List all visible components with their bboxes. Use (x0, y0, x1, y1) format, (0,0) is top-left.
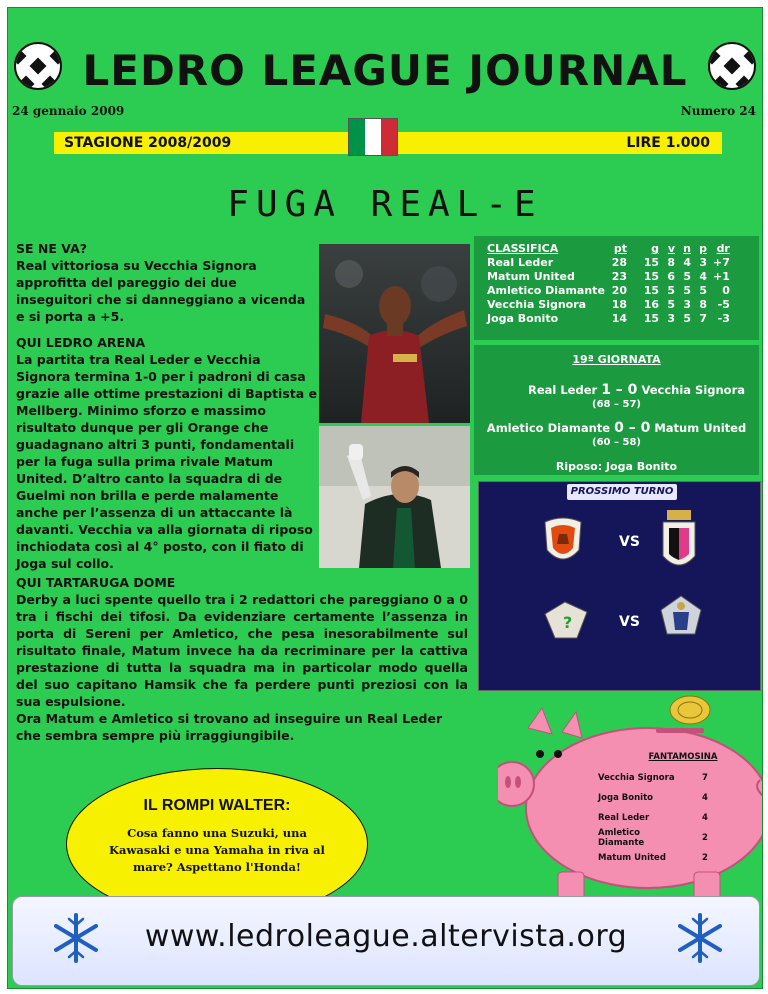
match-score: 1 – 0 (601, 382, 638, 398)
stat-cell: 3 (667, 312, 675, 325)
team-name: Amletico Diamante (598, 828, 645, 848)
table-row (484, 256, 733, 270)
stat-cell: 15 (643, 256, 659, 269)
score-cell: 2 (702, 833, 708, 843)
match-result (474, 420, 759, 436)
next-round-title: PROSSIMO TURNO (567, 484, 677, 500)
match-result (514, 382, 759, 398)
joke-title: IL ROMPI WALTER: (143, 797, 291, 814)
footer-banner (12, 896, 760, 986)
table-row (598, 788, 708, 808)
match-score: 0 – 0 (614, 420, 651, 436)
standings-title: CLASSIFICA (487, 242, 559, 255)
table-row (484, 298, 733, 312)
score-cell: 4 (702, 813, 708, 823)
table-row (598, 828, 708, 848)
stat-cell: +7 (713, 256, 730, 269)
stat-cell: 15 (643, 270, 659, 283)
issue-date: 24 gennaio 2009 (12, 104, 125, 118)
snowflake-icon (673, 911, 727, 965)
stat-cell: 23 (611, 270, 627, 283)
team-name: Real Leder (487, 256, 554, 269)
season-label: STAGIONE 2008/2009 (64, 135, 232, 151)
table-row (598, 848, 708, 868)
stat-cell: 18 (611, 298, 627, 311)
stat-cell: -5 (717, 298, 730, 311)
team-name: Matum United (598, 853, 666, 863)
col-header: v (667, 242, 675, 255)
section-body: Derby a luci spente quello tra i 2 redattori che pareggiano 0 a 0 tra i fischi dei tifosi. Da evidenziare certamente l’assenza in porta di Sereni per Amletico, che pesa inesorabilmente sul risultato finale, Matum invece ha da recriminare per la cattiva prestazione di tutta la squadra ma in particolar modo quella del suo capitano Hamsik che fa perdere punti preziosi con la sua espulsione. (16, 592, 468, 709)
stat-cell: 4 (683, 256, 691, 269)
next-round-panel (478, 481, 761, 691)
stat-cell: 20 (611, 284, 627, 297)
stat-cell: 28 (611, 256, 627, 269)
table-row (598, 808, 708, 828)
match-points: (60 – 58) (592, 437, 641, 448)
website-url[interactable]: www.ledroleague.altervista.org (144, 919, 628, 954)
match-points: (68 – 57) (592, 399, 641, 410)
stat-cell: +1 (713, 270, 730, 283)
team-crest-icon (655, 592, 707, 642)
standings-table (474, 236, 759, 340)
matchday-title: 19ª GIORNATA (572, 353, 661, 366)
table-row (484, 284, 733, 298)
fantamosina-table (598, 752, 728, 868)
italian-flag-icon (348, 118, 398, 156)
headline: FUGA REAL-E (227, 184, 543, 225)
team-name: Vecchia Signora (487, 298, 587, 311)
bye-team: Riposo: Joga Bonito (555, 460, 678, 473)
versus-label: VS (619, 534, 640, 550)
team-name: Amletico Diamante (487, 284, 605, 297)
stat-cell: 8 (699, 298, 707, 311)
stat-cell: 16 (643, 298, 659, 311)
section-body: La partita tra Real Leder e Vecchia Signora termina 1-0 per i padroni di casa grazie alle ottime prestazioni di Baptista e Mellberg. Minimo sforzo e massimo risultato dunque per gli Orange che guadagnano altri 3 punti, fondamentali per la fuga sulla prima rivale Matum United. D’altro canto la squadra di de Guelmi non brilla e perde malamente anche per l’assenza di un attaccante là davanti. Vecchia va alla giornata di riposo inchiodata così al 4° posto, con il fiato di Joga sul collo. (16, 352, 318, 571)
col-header: dr (716, 242, 730, 255)
stat-cell: 3 (683, 298, 691, 311)
team-name: Matum United (487, 270, 575, 283)
table-row (484, 270, 733, 284)
svg-text:?: ? (563, 613, 573, 632)
article-tartaruga-dome (16, 574, 468, 744)
stat-cell: 15 (643, 312, 659, 325)
stat-cell: 5 (699, 284, 707, 297)
home-team: Amletico Diamante (486, 421, 611, 435)
section-body: Ora Matum e Amletico si trovano ad inseguire un Real Leder che sembra sempre più irraggiungibile. (16, 711, 443, 743)
article-ledro-arena (16, 334, 319, 572)
stat-cell: 7 (699, 312, 707, 325)
team-crest-icon (541, 598, 591, 642)
stat-cell: 8 (667, 256, 675, 269)
stat-cell: 4 (699, 270, 707, 283)
stat-cell: 5 (667, 298, 675, 311)
col-header: p (699, 242, 707, 255)
stat-cell: 5 (667, 284, 675, 297)
away-team: Vecchia Signora (641, 383, 746, 397)
versus-label: VS (619, 614, 640, 630)
fantamosina-title: FANTAMOSINA (648, 752, 718, 762)
article-se-ne-va (16, 240, 316, 325)
stat-cell: 5 (683, 284, 691, 297)
team-name: Real Leder (598, 813, 650, 823)
team-crest-icon (541, 516, 585, 568)
journal-page (7, 7, 763, 989)
col-header: n (683, 242, 691, 255)
section-title: QUI LEDRO ARENA (16, 335, 146, 350)
section-title: QUI TARTARUGA DOME (16, 575, 176, 590)
score-cell: 2 (702, 853, 708, 863)
stat-cell: 3 (699, 256, 707, 269)
stat-cell: 5 (683, 270, 691, 283)
player-photo-celebration (319, 244, 470, 423)
joke-body: Cosa fanno una Suzuki, una Kawasaki e una Yamaha in riva al mare? Aspettano l'Honda! (109, 826, 325, 874)
section-title: SE NE VA? (16, 241, 87, 256)
stat-cell: 14 (611, 312, 627, 325)
stat-cell: 5 (683, 312, 691, 325)
stat-cell: 6 (667, 270, 675, 283)
score-cell: 7 (702, 773, 708, 783)
score-cell: 4 (702, 793, 708, 803)
col-header: g (651, 242, 659, 255)
price-label: LIRE 1.000 (626, 135, 710, 151)
soccer-ball-icon (708, 42, 756, 90)
stat-cell: -3 (717, 312, 730, 325)
section-body: Real vittoriosa su Vecchia Signora approfitta del pareggio dei due inseguitori che si danneggiano a vicenda e si porta a +5. (16, 258, 306, 324)
player-photo-goalkeeper (319, 426, 470, 568)
away-team: Matum United (654, 421, 747, 435)
team-name: Joga Bonito (598, 793, 653, 803)
matchday-results (474, 345, 759, 475)
table-row (598, 768, 708, 788)
home-team: Real Leder (527, 383, 598, 397)
team-crest-icon (659, 508, 699, 574)
team-name: Joga Bonito (487, 312, 559, 325)
stat-cell: 0 (722, 284, 730, 297)
team-name: Vecchia Signora (598, 773, 675, 783)
col-header: pt (613, 242, 627, 255)
issue-number: Numero 24 (680, 104, 756, 118)
stat-cell: 15 (643, 284, 659, 297)
table-row (484, 312, 733, 326)
masthead-title: LEDRO LEAGUE JOURNAL (82, 46, 688, 95)
